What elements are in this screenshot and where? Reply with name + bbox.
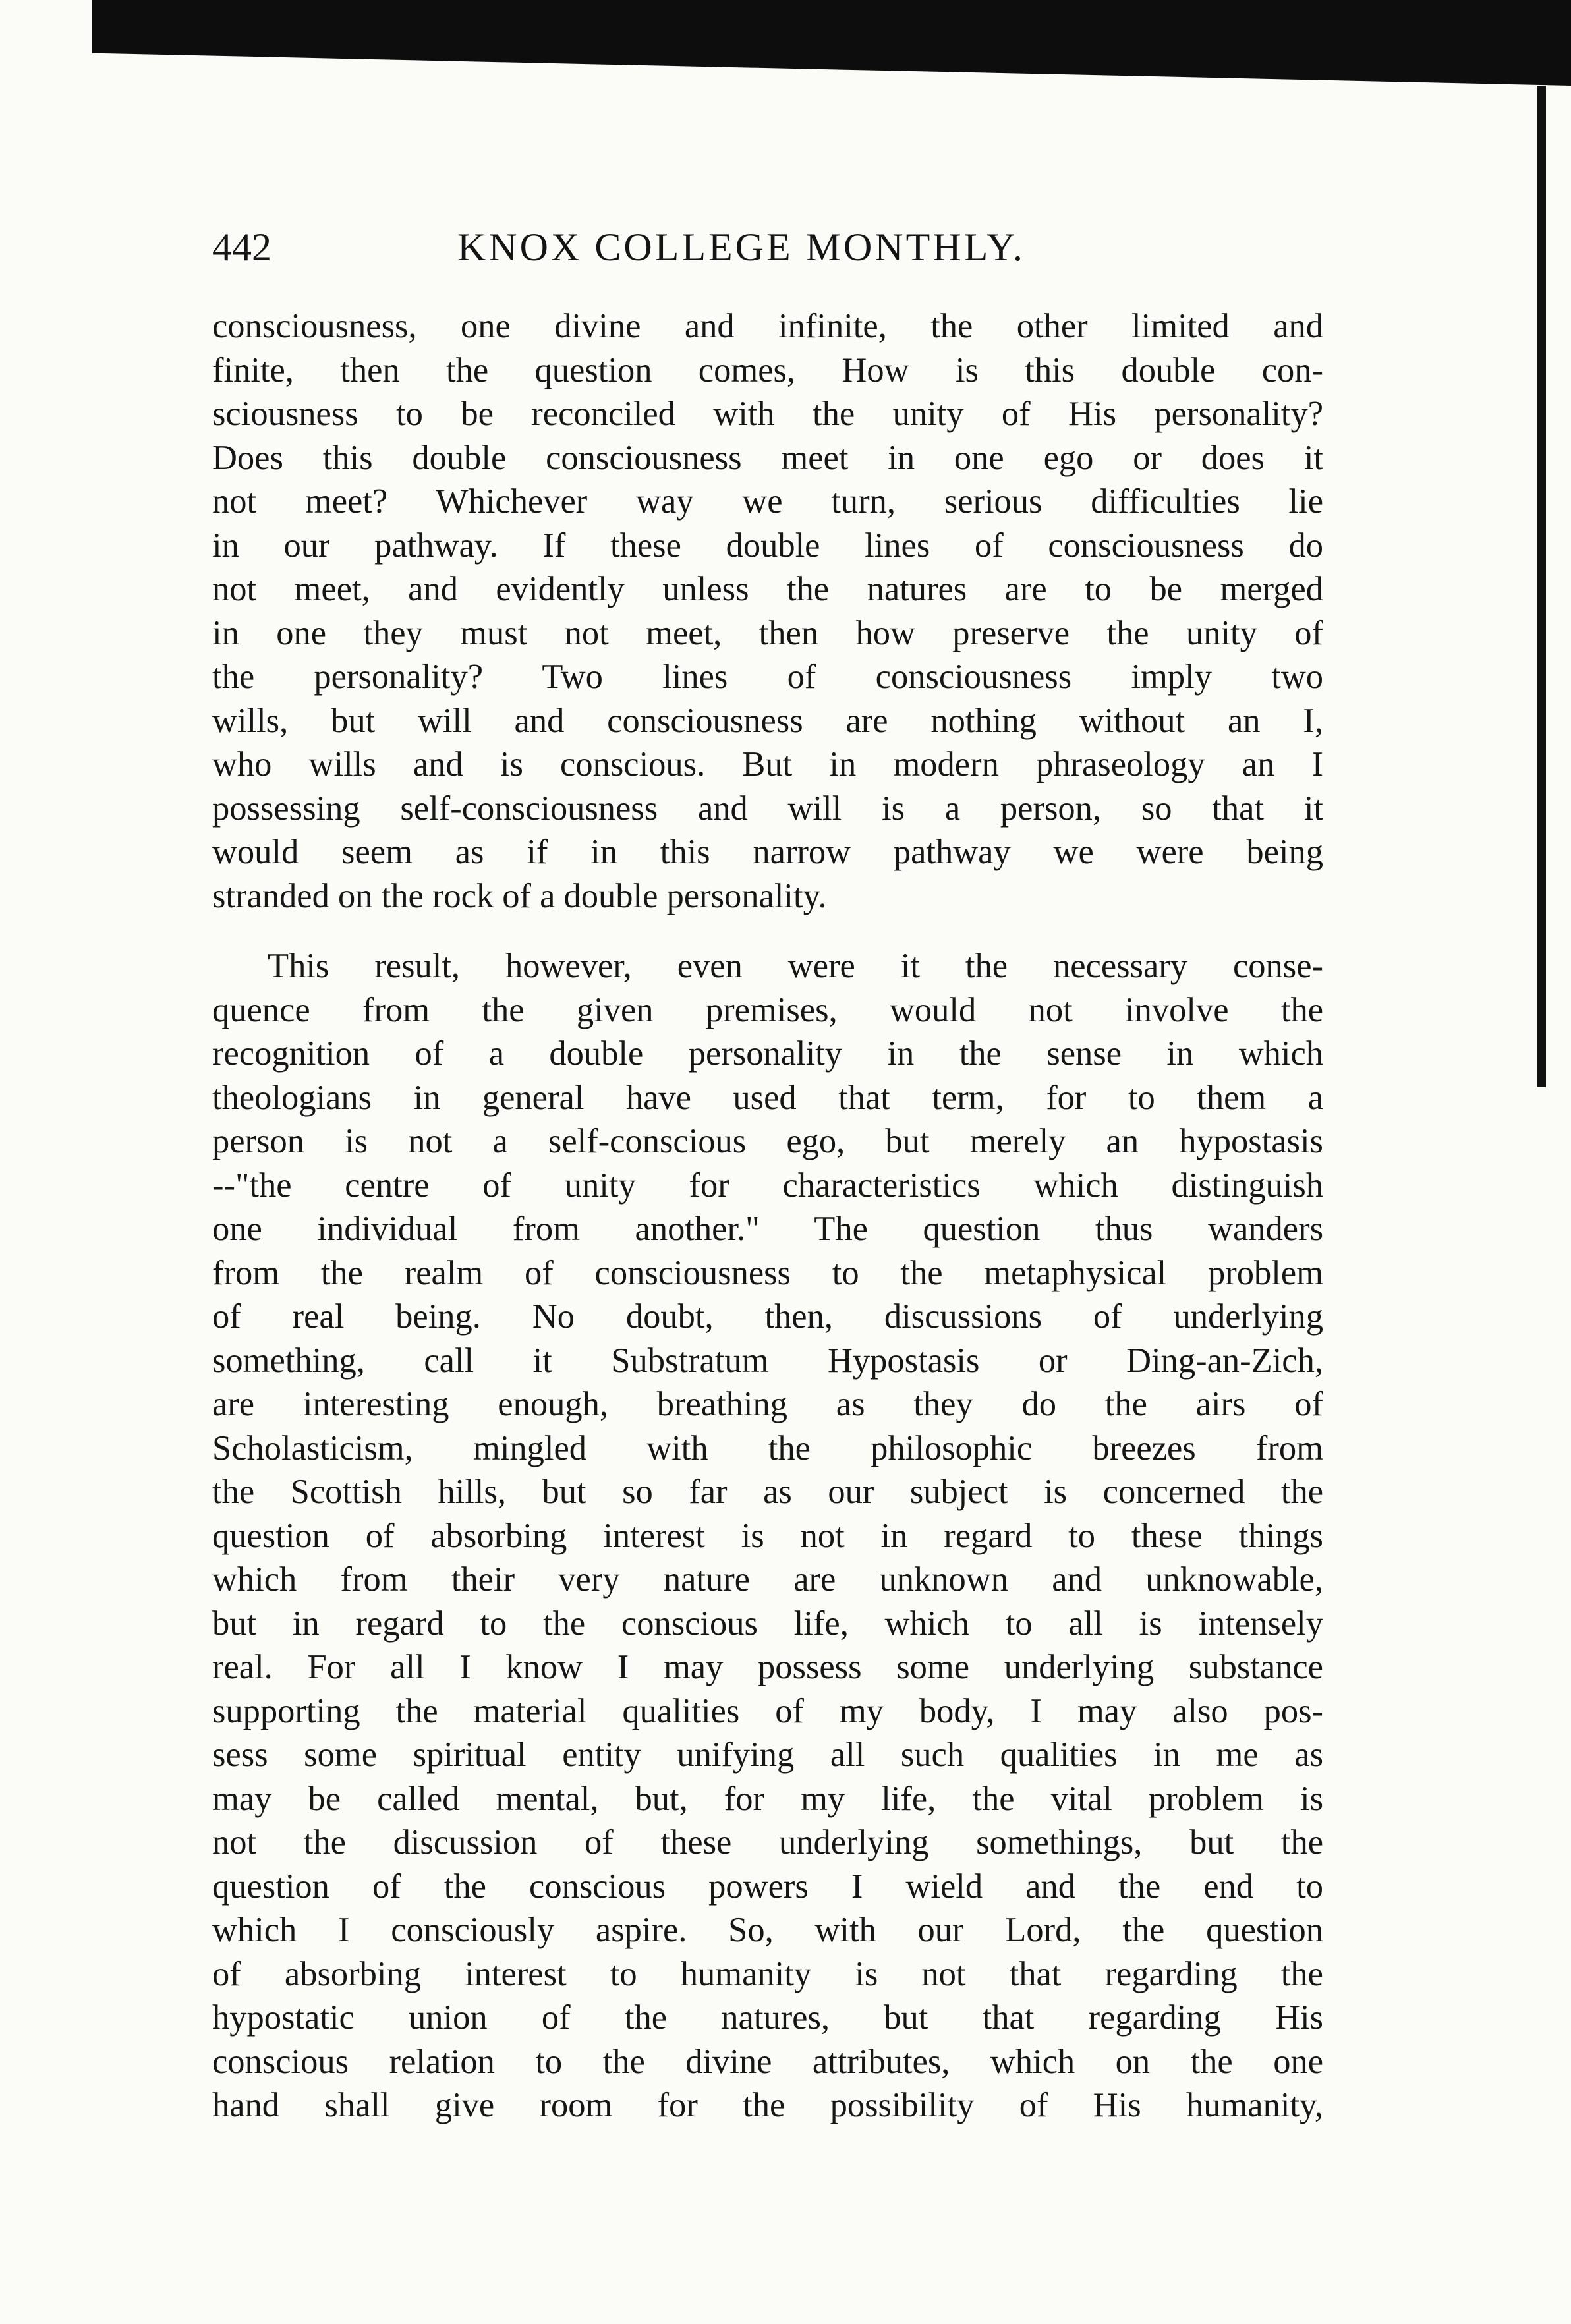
- text-line: of absorbing interest to humanity is not that regarding the: [212, 1954, 1323, 1993]
- text-line: supporting the material qualities of my body, I may also pos-: [212, 1691, 1323, 1730]
- text-line: not meet, and evidently unless the natures are to be merged: [212, 570, 1323, 608]
- paragraph-1: [212, 304, 1323, 918]
- text-line: but in regard to the conscious life, which to all is intensely: [212, 1604, 1323, 1643]
- text-line: which I consciously aspire. So, with our Lord, the question: [212, 1911, 1323, 1949]
- text-line: who wills and is conscious. But in modern phraseology an I: [212, 745, 1323, 783]
- text-line: quence from the given premises, would not involve the: [212, 990, 1323, 1029]
- text-line: question of the conscious powers I wield and the end to: [212, 1867, 1323, 1906]
- text-line: real. For all I know I may possess some underlying substance: [212, 1648, 1323, 1686]
- text-line: person is not a self-conscious ego, but merely an hypostasis: [212, 1122, 1323, 1160]
- text-line: stranded on the rock of a double personality.: [212, 876, 827, 915]
- text-line: in our pathway. If these double lines of consciousness do: [212, 526, 1323, 565]
- text-line: possessing self-consciousness and will is a person, so that it: [212, 789, 1323, 828]
- text-line: conscious relation to the divine attributes, which on the one: [212, 2042, 1323, 2081]
- paragraph-2: [212, 944, 1323, 2128]
- text-line: would seem as if in this narrow pathway we were being: [212, 833, 1323, 871]
- journal-title: KNOX COLLEGE MONTHLY.: [457, 225, 1025, 269]
- text-line: finite, then the question comes, How is this double con-: [212, 351, 1323, 389]
- text-line: wills, but will and consciousness are nothing without an I,: [212, 701, 1323, 740]
- text-line: sess some spiritual entity unifying all such qualities in me as: [212, 1736, 1323, 1774]
- text-line: the personality? Two lines of consciousness imply two: [212, 658, 1323, 696]
- text-line: are interesting enough, breathing as they do the airs of: [212, 1385, 1323, 1423]
- text-line: question of absorbing interest is not in regard to these things: [212, 1516, 1323, 1555]
- text-line: Scholasticism, mingled with the philosophic breezes from: [212, 1429, 1323, 1467]
- text-line: consciousness, one divine and infinite, the other limited and: [212, 307, 1323, 345]
- text-line: --"the centre of unity for characteristics which distinguish: [212, 1166, 1323, 1205]
- text-line: This result, however, even were it the necessary conse-: [268, 947, 1323, 985]
- text-line: something, call it Substratum Hypostasis or Ding-an-Zich,: [212, 1341, 1323, 1380]
- scan-edge-bar: [92, 0, 1571, 86]
- page-number: 442: [212, 225, 271, 269]
- text-line: hand shall give room for the possibility of His humanity,: [212, 2086, 1323, 2124]
- text-line: theologians in general have used that term, for to them a: [212, 1078, 1323, 1117]
- text-line: the Scottish hills, but so far as our subject is concerned the: [212, 1473, 1323, 1511]
- text-line: not the discussion of these underlying somethings, but the: [212, 1823, 1323, 1861]
- text-line: in one they must not meet, then how preserve the unity of: [212, 613, 1323, 652]
- text-line: sciousness to be reconciled with the unity of His personality?: [212, 395, 1323, 433]
- text-line: recognition of a double personality in the sense in which: [212, 1034, 1323, 1073]
- text-line: not meet? Whichever way we turn, serious difficulties lie: [212, 482, 1323, 521]
- text-line: hypostatic union of the natures, but that regarding His: [212, 1998, 1323, 2037]
- body-text: [212, 304, 1323, 2128]
- text-line: may be called mental, but, for my life, the vital problem is: [212, 1779, 1323, 1818]
- running-head: [212, 217, 1332, 277]
- text-line: of real being. No doubt, then, discussions of underlying: [212, 1297, 1323, 1336]
- scan-margin-rule: [1537, 86, 1546, 1087]
- text-line: Does this double consciousness meet in one ego or does it: [212, 438, 1323, 477]
- text-line: from the realm of consciousness to the metaphysical problem: [212, 1253, 1323, 1292]
- text-line: which from their very nature are unknown and unknowable,: [212, 1560, 1323, 1599]
- text-line: one individual from another." The question thus wanders: [212, 1210, 1323, 1248]
